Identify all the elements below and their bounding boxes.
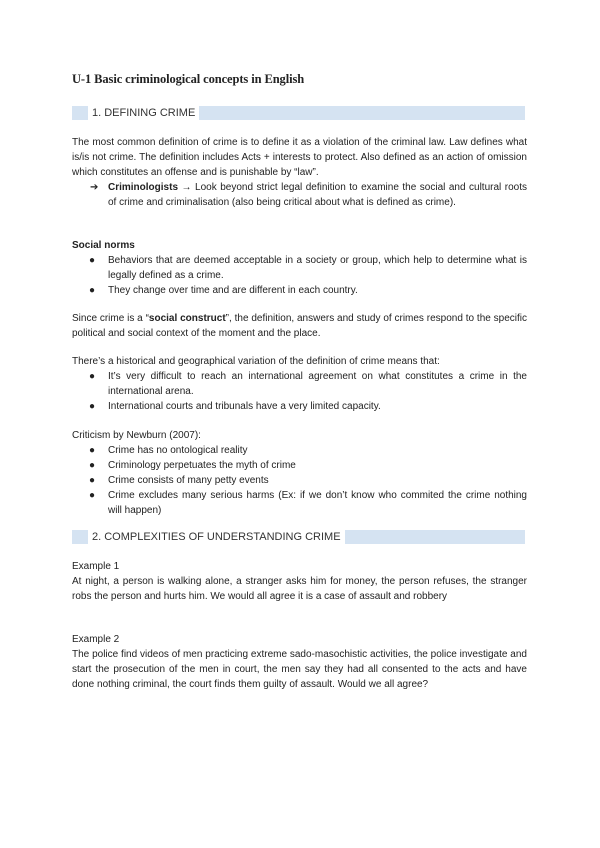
criticism-list <box>72 443 527 518</box>
bullet-icon: ● <box>89 255 96 266</box>
paragraph-text: Since crime is a “ <box>72 313 149 324</box>
list-item-text: It’s very difficult to reach an international agreement on what constitutes a crime in the international arena. <box>108 371 527 397</box>
list-item <box>72 458 527 473</box>
example-1-text: At night, a person is walking alone, a stranger asks him for money, the person refuses, the stranger robs the person and hurts him. We would all agree it is a case of assault and robbery <box>72 576 527 602</box>
criticism-intro: Criticism by Newburn (2007): <box>72 430 201 441</box>
section-2-heading: 2. COMPLEXITIES OF UNDERSTANDING CRIME <box>88 530 345 544</box>
list-item <box>72 253 527 283</box>
example-2-label: Example 2 <box>72 634 120 645</box>
list-item <box>72 488 527 518</box>
list-item <box>72 443 527 458</box>
bullet-icon: ● <box>89 445 96 456</box>
list-item-text: Criminology perpetuates the myth of crime <box>108 460 296 471</box>
arrow-bullet-icon: ➔ <box>90 182 99 193</box>
bullet-icon: ● <box>89 285 96 296</box>
variation-list <box>72 369 527 414</box>
paragraph-text: The most common definition of crime is to define it as a violation of the criminal law. Law defines what is/is not crime. The definition includes Acts + interests to protect. Also defined as an action of omission which constitutes an offense and is punishable by “law”. <box>72 137 527 178</box>
list-item-text: They change over time and are different in each country. <box>108 285 358 296</box>
social-construct-term: social construct <box>148 313 226 324</box>
social-norms-list <box>72 253 527 298</box>
list-item-text: Crime consists of many petty events <box>108 475 269 486</box>
example-2-text: The police find videos of men practicing extreme sado-masochistic activities, the police investigate and start the prosecution of the men in court, the men say they had all consented to the acts and have done nothing criminal, the court finds them guilty of assault. Would we all agree? <box>72 649 527 690</box>
section-1-heading: 1. DEFINING CRIME <box>88 106 199 120</box>
criminologists-text: → Look beyond strict legal definition to examine the social and cultural roots of crime and criminalisation (also being critical about what is defined as crime). <box>108 182 527 208</box>
social-norms-heading: Social norms <box>72 240 135 251</box>
list-item-text: Crime excludes many serious harms (Ex: if we don’t know who commited the crime nothing will happen) <box>108 490 527 516</box>
list-item <box>72 399 527 414</box>
arrow-item-criminologists <box>90 180 527 210</box>
bullet-icon: ● <box>89 460 96 471</box>
list-item-text: Behaviors that are deemed acceptable in a society or group, which help to determine what is legally defined as a crime. <box>108 255 527 281</box>
bullet-icon: ● <box>89 401 96 412</box>
criminologists-term: Criminologists <box>108 182 179 193</box>
paragraph-social-construct <box>72 311 527 341</box>
bullet-icon: ● <box>89 475 96 486</box>
document-title: U-1 Basic criminological concepts in English <box>72 72 305 86</box>
bullet-icon: ● <box>89 490 96 501</box>
list-item-text: International courts and tribunals have a very limited capacity. <box>108 401 381 412</box>
example-1-label: Example 1 <box>72 561 120 572</box>
paragraph-variation-intro: There’s a historical and geographical variation of the definition of crime means that: <box>72 356 440 367</box>
list-item <box>72 283 527 298</box>
list-item <box>72 369 527 399</box>
list-item-text: Crime has no ontological reality <box>108 445 248 456</box>
list-item <box>72 473 527 488</box>
paragraph-text: ”, the definition, answers and study of crimes respond to the specific political and social context of the moment and the place. <box>72 313 527 339</box>
paragraph-crime-definition <box>72 135 527 180</box>
bullet-icon: ● <box>89 371 96 382</box>
